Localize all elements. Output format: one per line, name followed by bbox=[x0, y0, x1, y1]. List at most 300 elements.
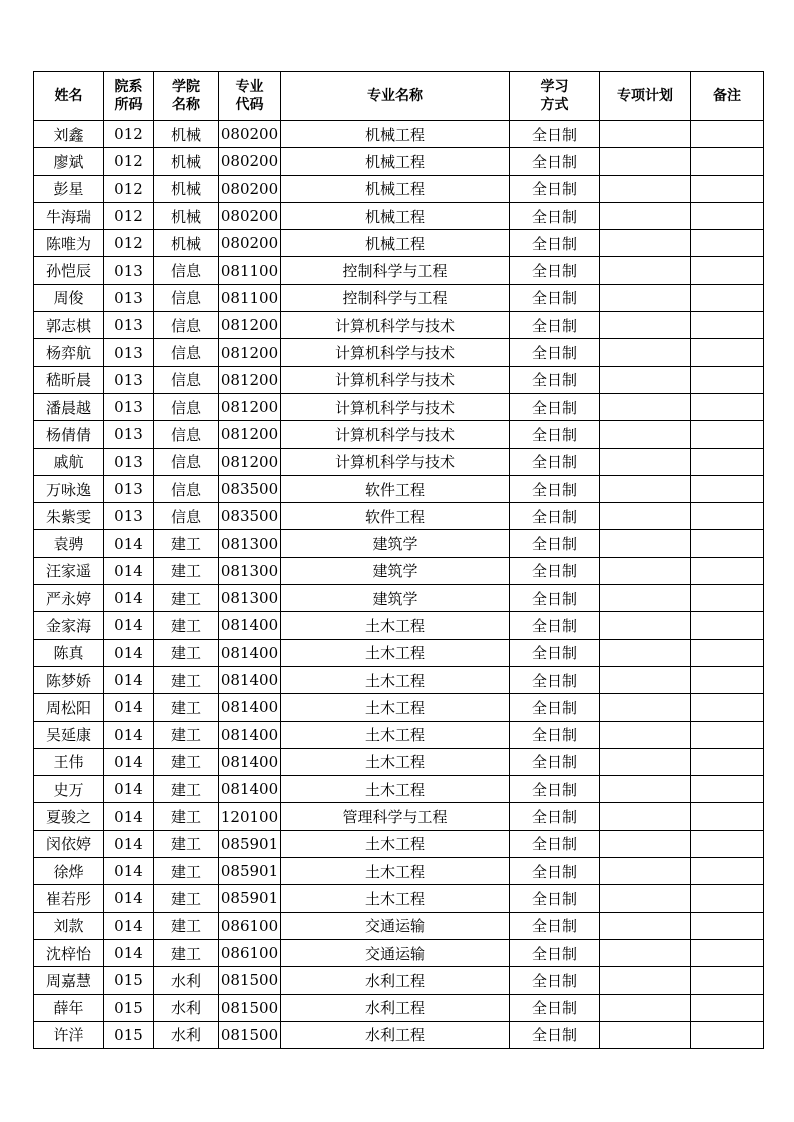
cell-major-name: 土木工程 bbox=[281, 612, 510, 639]
cell-remarks bbox=[691, 202, 764, 229]
cell-major-code: 085901 bbox=[219, 885, 281, 912]
cell-study-mode: 全日制 bbox=[510, 994, 600, 1021]
cell-college: 建工 bbox=[154, 666, 219, 693]
cell-college: 建工 bbox=[154, 612, 219, 639]
cell-dept-code: 014 bbox=[104, 530, 154, 557]
table-row bbox=[34, 339, 764, 366]
cell-special-plan bbox=[600, 694, 691, 721]
cell-special-plan bbox=[600, 312, 691, 339]
cell-major-name: 机械工程 bbox=[281, 121, 510, 148]
cell-college: 建工 bbox=[154, 830, 219, 857]
cell-name: 王伟 bbox=[34, 748, 104, 775]
cell-major-code: 081200 bbox=[219, 393, 281, 420]
table-row bbox=[34, 666, 764, 693]
table-row bbox=[34, 939, 764, 966]
cell-name: 杨弈航 bbox=[34, 339, 104, 366]
cell-college: 信息 bbox=[154, 393, 219, 420]
cell-dept-code: 014 bbox=[104, 912, 154, 939]
cell-major-code: 081300 bbox=[219, 585, 281, 612]
cell-special-plan bbox=[600, 393, 691, 420]
table-row bbox=[34, 694, 764, 721]
cell-remarks bbox=[691, 939, 764, 966]
cell-remarks bbox=[691, 967, 764, 994]
table-row bbox=[34, 1021, 764, 1048]
cell-remarks bbox=[691, 612, 764, 639]
cell-special-plan bbox=[600, 939, 691, 966]
cell-name: 刘鑫 bbox=[34, 121, 104, 148]
cell-remarks bbox=[691, 585, 764, 612]
cell-college: 建工 bbox=[154, 912, 219, 939]
cell-special-plan bbox=[600, 666, 691, 693]
cell-remarks bbox=[691, 230, 764, 257]
cell-major-code: 080200 bbox=[219, 148, 281, 175]
table-row bbox=[34, 448, 764, 475]
cell-college: 机械 bbox=[154, 175, 219, 202]
cell-major-name: 土木工程 bbox=[281, 666, 510, 693]
cell-major-name: 土木工程 bbox=[281, 639, 510, 666]
cell-college: 建工 bbox=[154, 885, 219, 912]
cell-study-mode: 全日制 bbox=[510, 421, 600, 448]
header-name: 姓名 bbox=[34, 72, 104, 121]
cell-college: 信息 bbox=[154, 421, 219, 448]
cell-special-plan bbox=[600, 202, 691, 229]
cell-name: 孙恺辰 bbox=[34, 257, 104, 284]
cell-study-mode: 全日制 bbox=[510, 939, 600, 966]
cell-remarks bbox=[691, 421, 764, 448]
cell-study-mode: 全日制 bbox=[510, 612, 600, 639]
cell-major-code: 086100 bbox=[219, 912, 281, 939]
cell-dept-code: 015 bbox=[104, 1021, 154, 1048]
header-major-name: 专业名称 bbox=[281, 72, 510, 121]
cell-major-name: 水利工程 bbox=[281, 994, 510, 1021]
cell-major-name: 建筑学 bbox=[281, 585, 510, 612]
cell-name: 周嘉慧 bbox=[34, 967, 104, 994]
table-row bbox=[34, 557, 764, 584]
cell-dept-code: 012 bbox=[104, 230, 154, 257]
cell-special-plan bbox=[600, 148, 691, 175]
cell-name: 戚航 bbox=[34, 448, 104, 475]
cell-major-code: 081200 bbox=[219, 421, 281, 448]
cell-college: 信息 bbox=[154, 339, 219, 366]
cell-college: 信息 bbox=[154, 366, 219, 393]
header-study-mode: 学习 方式 bbox=[510, 72, 600, 121]
cell-name: 牛海瑞 bbox=[34, 202, 104, 229]
cell-study-mode: 全日制 bbox=[510, 885, 600, 912]
cell-study-mode: 全日制 bbox=[510, 366, 600, 393]
cell-college: 信息 bbox=[154, 257, 219, 284]
table-row bbox=[34, 148, 764, 175]
cell-remarks bbox=[691, 448, 764, 475]
cell-special-plan bbox=[600, 448, 691, 475]
cell-name: 史万 bbox=[34, 776, 104, 803]
cell-remarks bbox=[691, 994, 764, 1021]
cell-study-mode: 全日制 bbox=[510, 776, 600, 803]
cell-dept-code: 014 bbox=[104, 721, 154, 748]
cell-study-mode: 全日制 bbox=[510, 393, 600, 420]
cell-remarks bbox=[691, 530, 764, 557]
cell-major-code: 081400 bbox=[219, 639, 281, 666]
table-row bbox=[34, 830, 764, 857]
cell-major-code: 081200 bbox=[219, 366, 281, 393]
cell-major-code: 080200 bbox=[219, 121, 281, 148]
cell-remarks bbox=[691, 121, 764, 148]
cell-dept-code: 013 bbox=[104, 312, 154, 339]
cell-major-name: 土木工程 bbox=[281, 830, 510, 857]
cell-name: 闵依婷 bbox=[34, 830, 104, 857]
cell-special-plan bbox=[600, 475, 691, 502]
cell-college: 建工 bbox=[154, 858, 219, 885]
cell-special-plan bbox=[600, 284, 691, 311]
cell-special-plan bbox=[600, 858, 691, 885]
cell-dept-code: 015 bbox=[104, 994, 154, 1021]
cell-name: 汪家遥 bbox=[34, 557, 104, 584]
cell-college: 机械 bbox=[154, 230, 219, 257]
cell-major-name: 计算机科学与技术 bbox=[281, 393, 510, 420]
cell-special-plan bbox=[600, 748, 691, 775]
cell-name: 杨倩倩 bbox=[34, 421, 104, 448]
cell-major-name: 机械工程 bbox=[281, 175, 510, 202]
cell-study-mode: 全日制 bbox=[510, 503, 600, 530]
cell-study-mode: 全日制 bbox=[510, 530, 600, 557]
cell-dept-code: 014 bbox=[104, 666, 154, 693]
cell-name: 夏骏之 bbox=[34, 803, 104, 830]
table-row bbox=[34, 967, 764, 994]
cell-remarks bbox=[691, 803, 764, 830]
cell-college: 建工 bbox=[154, 530, 219, 557]
cell-special-plan bbox=[600, 612, 691, 639]
cell-special-plan bbox=[600, 421, 691, 448]
cell-name: 陈梦娇 bbox=[34, 666, 104, 693]
cell-remarks bbox=[691, 557, 764, 584]
cell-remarks bbox=[691, 148, 764, 175]
cell-dept-code: 015 bbox=[104, 967, 154, 994]
cell-study-mode: 全日制 bbox=[510, 912, 600, 939]
cell-college: 信息 bbox=[154, 312, 219, 339]
cell-major-name: 土木工程 bbox=[281, 885, 510, 912]
cell-major-name: 控制科学与工程 bbox=[281, 284, 510, 311]
cell-special-plan bbox=[600, 1021, 691, 1048]
table-row bbox=[34, 530, 764, 557]
cell-name: 沈梓怡 bbox=[34, 939, 104, 966]
cell-major-code: 081400 bbox=[219, 721, 281, 748]
cell-special-plan bbox=[600, 257, 691, 284]
cell-study-mode: 全日制 bbox=[510, 967, 600, 994]
header-remarks: 备注 bbox=[691, 72, 764, 121]
cell-study-mode: 全日制 bbox=[510, 666, 600, 693]
cell-study-mode: 全日制 bbox=[510, 448, 600, 475]
table-row bbox=[34, 175, 764, 202]
cell-major-name: 计算机科学与技术 bbox=[281, 339, 510, 366]
cell-dept-code: 014 bbox=[104, 639, 154, 666]
cell-major-code: 081400 bbox=[219, 612, 281, 639]
cell-college: 机械 bbox=[154, 121, 219, 148]
cell-study-mode: 全日制 bbox=[510, 175, 600, 202]
cell-name: 陈唯为 bbox=[34, 230, 104, 257]
cell-dept-code: 013 bbox=[104, 339, 154, 366]
cell-study-mode: 全日制 bbox=[510, 475, 600, 502]
cell-college: 建工 bbox=[154, 557, 219, 584]
document-page bbox=[33, 71, 764, 1049]
cell-major-name: 交通运输 bbox=[281, 912, 510, 939]
header-row bbox=[34, 72, 764, 121]
cell-major-code: 080200 bbox=[219, 202, 281, 229]
cell-college: 机械 bbox=[154, 202, 219, 229]
cell-study-mode: 全日制 bbox=[510, 803, 600, 830]
cell-major-name: 控制科学与工程 bbox=[281, 257, 510, 284]
cell-college: 信息 bbox=[154, 475, 219, 502]
cell-name: 廖斌 bbox=[34, 148, 104, 175]
cell-remarks bbox=[691, 885, 764, 912]
cell-remarks bbox=[691, 748, 764, 775]
cell-name: 崔若彤 bbox=[34, 885, 104, 912]
cell-major-code: 086100 bbox=[219, 939, 281, 966]
cell-major-code: 085901 bbox=[219, 830, 281, 857]
cell-name: 万咏逸 bbox=[34, 475, 104, 502]
cell-name: 刘款 bbox=[34, 912, 104, 939]
cell-special-plan bbox=[600, 803, 691, 830]
table-row bbox=[34, 912, 764, 939]
cell-college: 建工 bbox=[154, 939, 219, 966]
cell-college: 水利 bbox=[154, 994, 219, 1021]
cell-remarks bbox=[691, 284, 764, 311]
cell-college: 信息 bbox=[154, 448, 219, 475]
cell-college: 水利 bbox=[154, 967, 219, 994]
table-row bbox=[34, 121, 764, 148]
table-row bbox=[34, 312, 764, 339]
cell-major-name: 机械工程 bbox=[281, 230, 510, 257]
cell-major-name: 水利工程 bbox=[281, 967, 510, 994]
cell-dept-code: 014 bbox=[104, 748, 154, 775]
cell-major-code: 085901 bbox=[219, 858, 281, 885]
cell-college: 机械 bbox=[154, 148, 219, 175]
table-body bbox=[34, 121, 764, 1049]
cell-name: 郭志棋 bbox=[34, 312, 104, 339]
cell-dept-code: 013 bbox=[104, 393, 154, 420]
cell-study-mode: 全日制 bbox=[510, 748, 600, 775]
cell-college: 信息 bbox=[154, 284, 219, 311]
cell-remarks bbox=[691, 912, 764, 939]
cell-study-mode: 全日制 bbox=[510, 639, 600, 666]
header-major-code: 专业 代码 bbox=[219, 72, 281, 121]
cell-major-code: 081200 bbox=[219, 312, 281, 339]
cell-special-plan bbox=[600, 585, 691, 612]
cell-study-mode: 全日制 bbox=[510, 858, 600, 885]
cell-study-mode: 全日制 bbox=[510, 557, 600, 584]
table-row bbox=[34, 639, 764, 666]
cell-dept-code: 013 bbox=[104, 257, 154, 284]
cell-remarks bbox=[691, 776, 764, 803]
cell-college: 水利 bbox=[154, 1021, 219, 1048]
cell-remarks bbox=[691, 257, 764, 284]
cell-dept-code: 012 bbox=[104, 121, 154, 148]
cell-remarks bbox=[691, 366, 764, 393]
table-row bbox=[34, 776, 764, 803]
cell-dept-code: 014 bbox=[104, 858, 154, 885]
table-row bbox=[34, 230, 764, 257]
cell-special-plan bbox=[600, 639, 691, 666]
cell-college: 建工 bbox=[154, 721, 219, 748]
cell-major-code: 081100 bbox=[219, 284, 281, 311]
cell-special-plan bbox=[600, 530, 691, 557]
cell-remarks bbox=[691, 639, 764, 666]
cell-major-code: 081500 bbox=[219, 1021, 281, 1048]
cell-dept-code: 013 bbox=[104, 448, 154, 475]
cell-special-plan bbox=[600, 121, 691, 148]
cell-special-plan bbox=[600, 557, 691, 584]
cell-dept-code: 013 bbox=[104, 503, 154, 530]
cell-college: 建工 bbox=[154, 776, 219, 803]
cell-college: 建工 bbox=[154, 803, 219, 830]
cell-major-code: 081300 bbox=[219, 530, 281, 557]
table-row bbox=[34, 858, 764, 885]
cell-major-name: 土木工程 bbox=[281, 721, 510, 748]
cell-name: 潘晨越 bbox=[34, 393, 104, 420]
cell-name: 陈真 bbox=[34, 639, 104, 666]
cell-dept-code: 014 bbox=[104, 776, 154, 803]
cell-college: 建工 bbox=[154, 639, 219, 666]
cell-major-name: 计算机科学与技术 bbox=[281, 366, 510, 393]
cell-special-plan bbox=[600, 994, 691, 1021]
cell-name: 嵇昕晨 bbox=[34, 366, 104, 393]
cell-dept-code: 012 bbox=[104, 202, 154, 229]
table-row bbox=[34, 284, 764, 311]
cell-dept-code: 012 bbox=[104, 148, 154, 175]
cell-dept-code: 013 bbox=[104, 284, 154, 311]
table-row bbox=[34, 585, 764, 612]
table-row bbox=[34, 885, 764, 912]
cell-remarks bbox=[691, 666, 764, 693]
cell-study-mode: 全日制 bbox=[510, 830, 600, 857]
cell-major-code: 080200 bbox=[219, 175, 281, 202]
cell-major-code: 081200 bbox=[219, 339, 281, 366]
cell-major-name: 交通运输 bbox=[281, 939, 510, 966]
cell-name: 严永婷 bbox=[34, 585, 104, 612]
cell-major-code: 083500 bbox=[219, 475, 281, 502]
cell-study-mode: 全日制 bbox=[510, 1021, 600, 1048]
cell-dept-code: 013 bbox=[104, 421, 154, 448]
table-row bbox=[34, 748, 764, 775]
cell-major-code: 083500 bbox=[219, 503, 281, 530]
cell-name: 吴延康 bbox=[34, 721, 104, 748]
cell-major-code: 081400 bbox=[219, 748, 281, 775]
cell-college: 建工 bbox=[154, 694, 219, 721]
table-row bbox=[34, 257, 764, 284]
cell-special-plan bbox=[600, 721, 691, 748]
cell-dept-code: 014 bbox=[104, 557, 154, 584]
cell-major-name: 土木工程 bbox=[281, 694, 510, 721]
cell-study-mode: 全日制 bbox=[510, 312, 600, 339]
student-table bbox=[33, 71, 764, 1049]
cell-major-name: 机械工程 bbox=[281, 202, 510, 229]
cell-major-code: 120100 bbox=[219, 803, 281, 830]
cell-major-name: 机械工程 bbox=[281, 148, 510, 175]
cell-remarks bbox=[691, 393, 764, 420]
cell-remarks bbox=[691, 858, 764, 885]
cell-study-mode: 全日制 bbox=[510, 230, 600, 257]
cell-major-name: 管理科学与工程 bbox=[281, 803, 510, 830]
header-dept-code: 院系 所码 bbox=[104, 72, 154, 121]
header-college: 学院 名称 bbox=[154, 72, 219, 121]
table-row bbox=[34, 721, 764, 748]
cell-special-plan bbox=[600, 776, 691, 803]
cell-remarks bbox=[691, 830, 764, 857]
cell-special-plan bbox=[600, 339, 691, 366]
cell-name: 周俊 bbox=[34, 284, 104, 311]
cell-dept-code: 012 bbox=[104, 175, 154, 202]
cell-remarks bbox=[691, 1021, 764, 1048]
cell-college: 信息 bbox=[154, 503, 219, 530]
table-row bbox=[34, 366, 764, 393]
table-row bbox=[34, 202, 764, 229]
table-row bbox=[34, 503, 764, 530]
cell-special-plan bbox=[600, 830, 691, 857]
cell-remarks bbox=[691, 503, 764, 530]
cell-major-name: 计算机科学与技术 bbox=[281, 448, 510, 475]
cell-study-mode: 全日制 bbox=[510, 721, 600, 748]
cell-dept-code: 014 bbox=[104, 585, 154, 612]
cell-major-code: 081300 bbox=[219, 557, 281, 584]
table-row bbox=[34, 393, 764, 420]
cell-study-mode: 全日制 bbox=[510, 585, 600, 612]
cell-college: 建工 bbox=[154, 585, 219, 612]
table-row bbox=[34, 803, 764, 830]
cell-dept-code: 013 bbox=[104, 366, 154, 393]
cell-major-code: 081400 bbox=[219, 776, 281, 803]
cell-dept-code: 014 bbox=[104, 612, 154, 639]
cell-major-name: 计算机科学与技术 bbox=[281, 421, 510, 448]
cell-name: 彭星 bbox=[34, 175, 104, 202]
table-row bbox=[34, 475, 764, 502]
cell-dept-code: 014 bbox=[104, 694, 154, 721]
cell-dept-code: 013 bbox=[104, 475, 154, 502]
cell-dept-code: 014 bbox=[104, 803, 154, 830]
cell-study-mode: 全日制 bbox=[510, 284, 600, 311]
cell-major-code: 080200 bbox=[219, 230, 281, 257]
cell-major-name: 建筑学 bbox=[281, 557, 510, 584]
cell-name: 朱紫雯 bbox=[34, 503, 104, 530]
table-row bbox=[34, 612, 764, 639]
table-row bbox=[34, 421, 764, 448]
cell-major-code: 081500 bbox=[219, 967, 281, 994]
cell-college: 建工 bbox=[154, 748, 219, 775]
cell-remarks bbox=[691, 312, 764, 339]
table-row bbox=[34, 994, 764, 1021]
cell-special-plan bbox=[600, 366, 691, 393]
cell-study-mode: 全日制 bbox=[510, 202, 600, 229]
cell-remarks bbox=[691, 721, 764, 748]
cell-study-mode: 全日制 bbox=[510, 257, 600, 284]
cell-study-mode: 全日制 bbox=[510, 694, 600, 721]
cell-study-mode: 全日制 bbox=[510, 121, 600, 148]
cell-major-name: 土木工程 bbox=[281, 858, 510, 885]
cell-major-name: 水利工程 bbox=[281, 1021, 510, 1048]
cell-name: 许洋 bbox=[34, 1021, 104, 1048]
cell-major-name: 软件工程 bbox=[281, 475, 510, 502]
cell-special-plan bbox=[600, 885, 691, 912]
cell-major-name: 计算机科学与技术 bbox=[281, 312, 510, 339]
cell-special-plan bbox=[600, 175, 691, 202]
cell-remarks bbox=[691, 175, 764, 202]
cell-dept-code: 014 bbox=[104, 830, 154, 857]
header-special-plan: 专项计划 bbox=[600, 72, 691, 121]
cell-name: 袁骋 bbox=[34, 530, 104, 557]
cell-dept-code: 014 bbox=[104, 939, 154, 966]
cell-special-plan bbox=[600, 912, 691, 939]
cell-major-code: 081100 bbox=[219, 257, 281, 284]
cell-major-name: 土木工程 bbox=[281, 748, 510, 775]
cell-major-name: 土木工程 bbox=[281, 776, 510, 803]
cell-name: 徐烨 bbox=[34, 858, 104, 885]
